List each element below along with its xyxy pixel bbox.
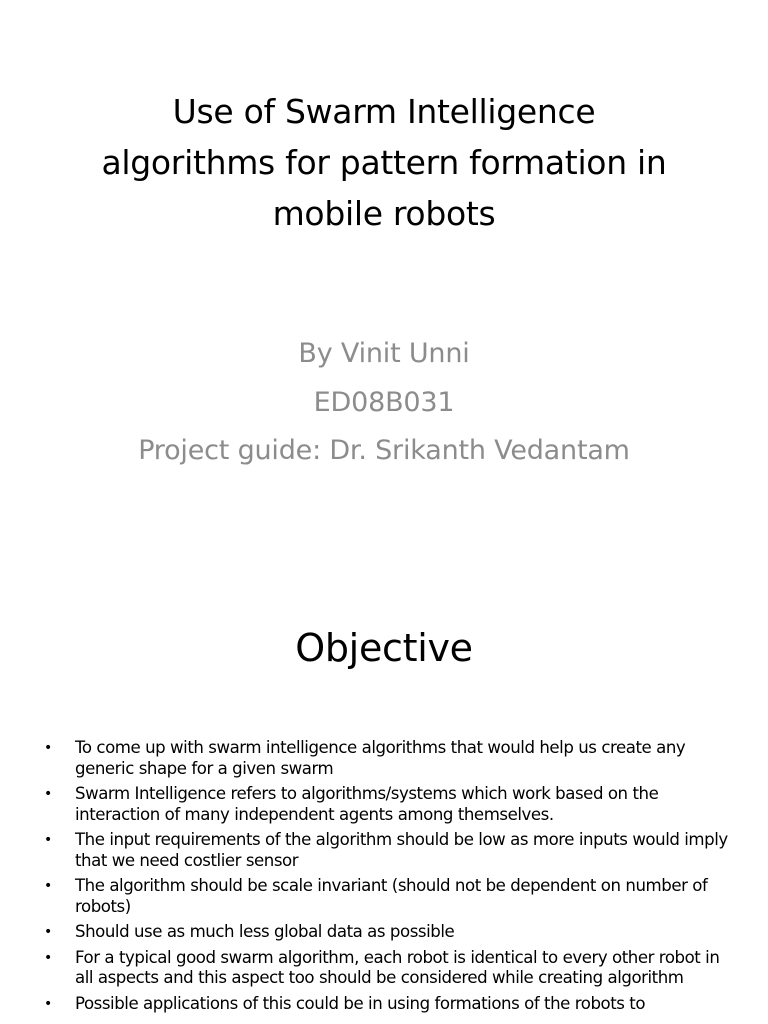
- bullet-text: To come up with swarm intelligence algorithms that would help us create any generic shape for a given swarm: [75, 738, 686, 778]
- bullet-item: [44, 994, 728, 1015]
- bullet-icon: •: [44, 786, 52, 802]
- bullet-item: [44, 830, 728, 871]
- bullet-text: Possible applications of this could be in using formations of the robots to: [75, 993, 646, 1013]
- bullet-icon: •: [44, 878, 52, 894]
- title-line: Use of Swarm Intelligence: [172, 92, 596, 131]
- objective-bullet-list: [44, 738, 728, 1019]
- objective-slide: [0, 570, 768, 1024]
- bullet-icon: •: [44, 924, 52, 940]
- bullet-text: Should use as much less global data as possible: [75, 922, 455, 941]
- bullet-icon: •: [44, 995, 52, 1012]
- bullet-item: [44, 876, 728, 917]
- bullet-item: [44, 922, 728, 943]
- bullet-item: [44, 738, 728, 779]
- bullet-text: The algorithm should be scale invariant (should not be dependent on number of robots): [75, 876, 708, 916]
- bullet-text: Swarm Intelligence refers to algorithms/systems which work based on the interaction of many independent agents among themselves.: [75, 784, 659, 824]
- bullet-item: [44, 784, 728, 825]
- bullet-item: [44, 948, 728, 989]
- bullet-icon: •: [44, 949, 52, 966]
- slide-title: [60, 86, 708, 239]
- title-line: algorithms for pattern formation in: [101, 143, 667, 182]
- title-line: mobile robots: [272, 194, 496, 233]
- slide-subtitle: [40, 330, 728, 476]
- objective-heading: Objective: [295, 626, 473, 670]
- bullet-icon: •: [44, 832, 52, 848]
- roll-number-line: ED08B031: [313, 386, 455, 418]
- project-guide-line: Project guide: Dr. Srikanth Vedantam: [138, 435, 630, 466]
- author-line: By Vinit Unni: [298, 338, 470, 369]
- bullet-icon: •: [44, 740, 52, 756]
- bullet-text: For a typical good swarm algorithm, each robot is identical to every other robot in all aspects and this aspect too should be considered while creating algorithm: [75, 947, 720, 987]
- bullet-text: The input requirements of the algorithm should be low as more inputs would imply that we need costlier sensor: [75, 830, 728, 870]
